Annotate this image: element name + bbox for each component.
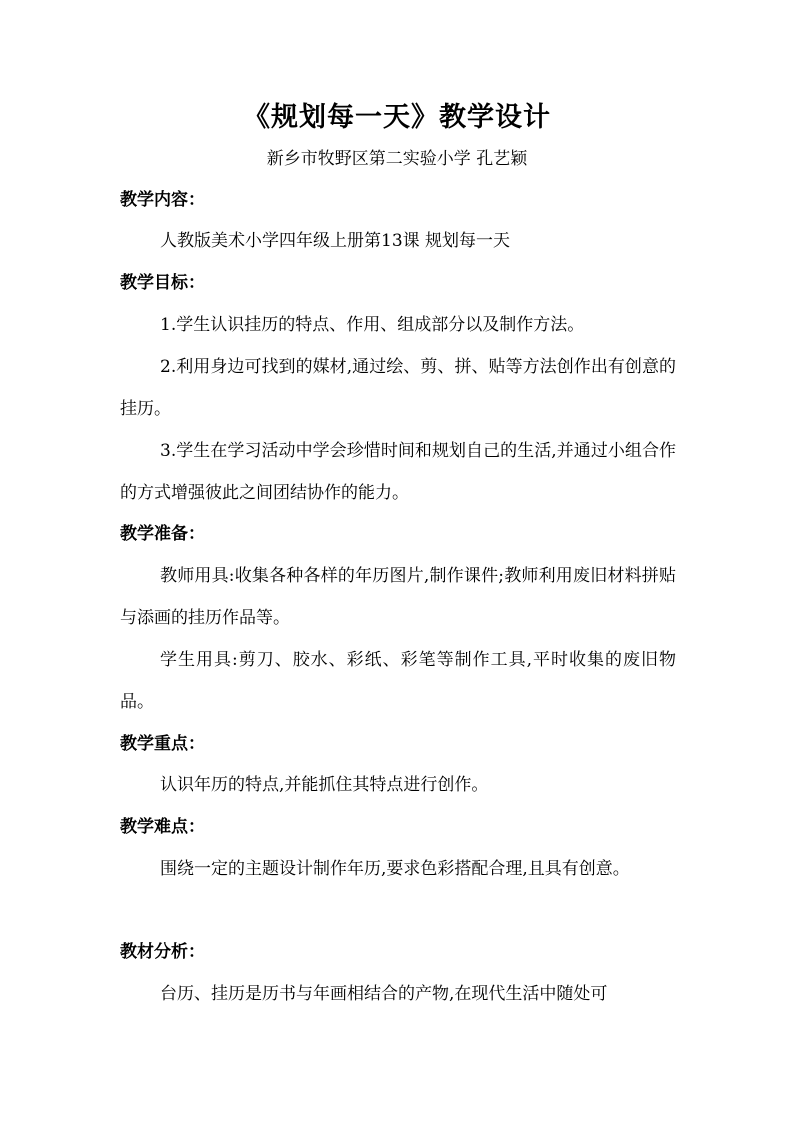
section-heading-key-points: 教学重点： (120, 734, 205, 754)
paragraph-objective-3: 3.学生在学习活动中学会珍惜时间和规划自己的生活,并通过小组合作的方式增强彼此之间团结协作的能力。 (120, 441, 676, 503)
section-heading-objectives: 教学目标： (120, 273, 205, 293)
paragraph-teacher-tools: 教师用具:收集各种各样的年历图片,制作课件;教师利用废旧材料拼贴与添画的挂历作品等。 (120, 566, 676, 628)
section-heading-content: 教学内容： (120, 190, 205, 210)
paragraph-material-analysis: 台历、挂历是历书与年画相结合的产物,在现代生活中随处可 (160, 984, 608, 1004)
document-title: 《规划每一天》教学设计 (243, 102, 551, 133)
paragraph-content: 人教版美术小学四年级上册第13课 规划每一天 (160, 231, 511, 251)
paragraph-student-tools: 学生用具:剪刀、胶水、彩纸、彩笔等制作工具,平时收集的废旧物品。 (120, 650, 676, 712)
section-heading-material-analysis: 教材分析： (120, 942, 205, 962)
paragraph-objective-1: 1.学生认识挂历的特点、作用、组成部分以及制作方法。 (160, 315, 585, 335)
paragraph-objective-2: 2.利用身边可找到的媒材,通过绘、剪、拼、贴等方法创作出有创意的挂历。 (120, 357, 676, 419)
document-author: 新乡市牧野区第二实验小学 孔艺颖 (266, 149, 528, 169)
paragraph-difficulties: 围绕一定的主题设计制作年历,要求色彩搭配合理,且具有创意。 (160, 859, 630, 879)
section-heading-difficulties: 教学难点： (120, 817, 205, 837)
section-heading-preparation: 教学准备： (120, 524, 205, 544)
paragraph-key-points: 认识年历的特点,并能抓住其特点进行创作。 (160, 775, 489, 795)
